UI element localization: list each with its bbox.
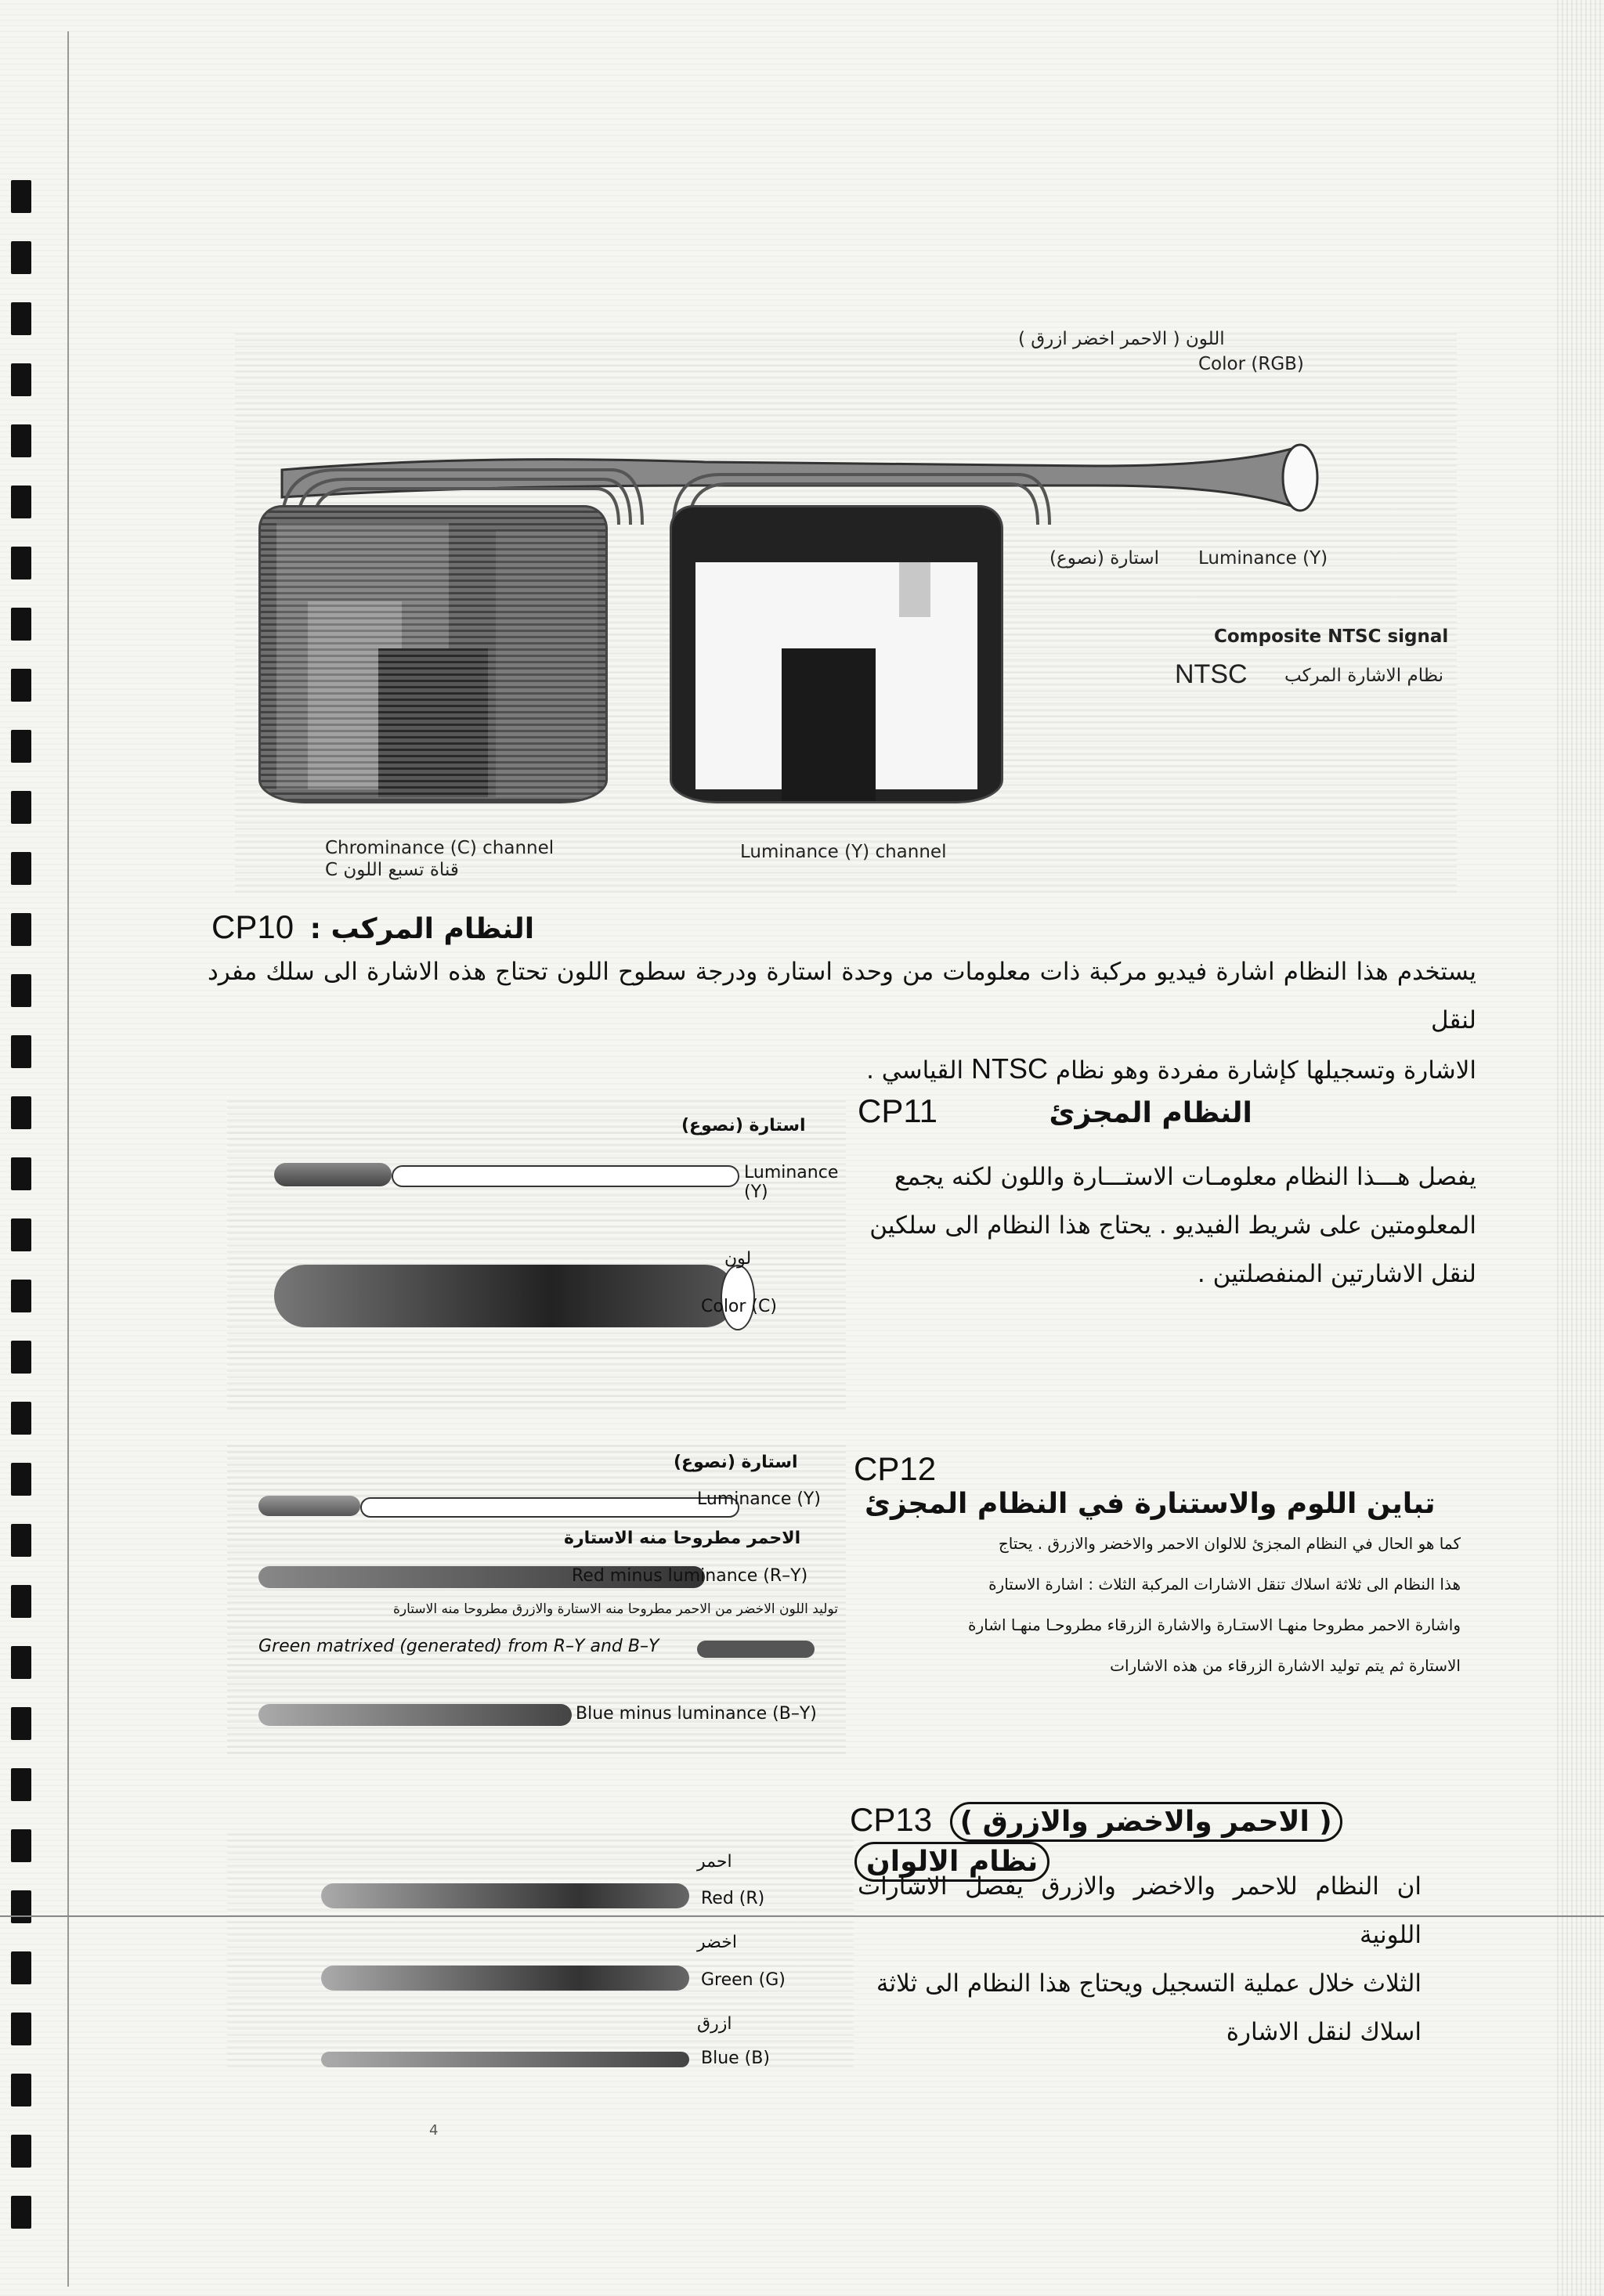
binding-hole [11, 1524, 31, 1557]
cp11-paragraph [858, 1153, 1476, 1298]
cp13-title-a: نظام الالوان [854, 1842, 1049, 1882]
cp11-halftone [227, 1096, 846, 1410]
cp11-lum-label-en: Luminance (Y) [744, 1163, 839, 1202]
page-mark: 4 [429, 2122, 439, 2139]
binding-hole [11, 1035, 31, 1068]
cp13-blue-label-en: Blue (B) [701, 2049, 770, 2068]
cp12-lum-cable-dark [258, 1496, 360, 1516]
luminance-label-ar: استارة (نصوع) [1049, 548, 1159, 569]
cp12-heading [854, 1450, 1472, 1520]
cp13-green-cable [321, 1966, 689, 1991]
cp13-green-label-en: Green (G) [701, 1970, 786, 1990]
cp11-heading [858, 1092, 1453, 1130]
binding-hole [11, 2196, 31, 2229]
color-cable [274, 1265, 736, 1327]
chroma-scanlines [261, 507, 605, 801]
cp10-paragraph [208, 948, 1476, 1095]
luminance-label-en: Luminance (Y) [1198, 548, 1328, 569]
cp12-red-label-ar: الاحمر مطروحا منه الاستارة [564, 1529, 801, 1548]
cp13-halftone [227, 1832, 854, 2067]
cp11-color-label-en: Color (C) [701, 1297, 777, 1316]
binding-hole [11, 1646, 31, 1679]
cp11-code: CP11 [858, 1092, 937, 1129]
cp10-line-2b: القياسي . [866, 1056, 964, 1085]
lum-channel-label-en: Luminance (Y) channel [740, 842, 947, 862]
color-rgb-label-en: Color (RGB) [1198, 354, 1304, 374]
cp12-green-cable [697, 1641, 815, 1658]
binding-hole [11, 1463, 31, 1496]
cp13-red-label-en: Red (R) [701, 1889, 765, 1908]
binding-hole [11, 241, 31, 274]
cp12-blue-label-en: Blue minus luminance (B–Y) [576, 1704, 817, 1724]
cp11-figure [227, 1096, 846, 1410]
cp13-line-2: الثلاث خلال عملية التسجيل ويحتاج هذا النظام الى ثلاثة [876, 1969, 1422, 1998]
cp13-paragraph [858, 1862, 1422, 2056]
cp10-line-1: يستخدم هذا النظام اشارة فيديو مركبة ذات معلومات من وحدة استارة ودرجة سطوح اللون تحتاج هذه الاشارة الى سلك مفرد لنقل [208, 958, 1476, 1034]
cp13-code: CP13 [850, 1801, 933, 1838]
binding-hole [11, 730, 31, 763]
cp12-green-label-en: Green matrixed (generated) from R–Y and B–Y [258, 1637, 659, 1656]
binding-hole [11, 1890, 31, 1923]
binding-hole [11, 363, 31, 396]
cp13-title-b: ( الاحمر والاخضر والازرق ) [950, 1802, 1342, 1842]
lum-grey-block [899, 562, 930, 617]
binding-hole [11, 1341, 31, 1374]
cp11-lum-label-ar: استارة (نصوع) [681, 1116, 806, 1135]
binding-hole [11, 180, 31, 213]
color-rgb-label-ar: اللون ( الاحمر اخضر ازرق ) [1018, 329, 1225, 349]
chroma-channel-label-ar: قناة تسبع اللون C [325, 860, 459, 880]
cp12-green-label-ar: توليد اللون الاخضر من الاحمر مطروحا منه الاستارة والازرق مطروحا منه الاستارة [393, 1601, 838, 1617]
cp13-green-label-ar: اخضر [697, 1933, 737, 1952]
binding-hole [11, 1096, 31, 1129]
binding-hole [11, 1768, 31, 1801]
cp11-line-1: يفصل هـــذا النظام معلومـات الاستـــارة واللون لكنه يجمع [894, 1163, 1476, 1191]
cp12-lum-cable-white [360, 1497, 739, 1518]
cp10-heading [211, 908, 681, 946]
binding-hole [11, 1280, 31, 1312]
composite-label-code: NTSC [1175, 659, 1248, 689]
binding-hole [11, 608, 31, 641]
cp13-figure [227, 1832, 854, 2067]
cp10-code: CP10 [211, 908, 294, 945]
cp11-color-label-ar: لون [724, 1249, 752, 1269]
luminance-screen [670, 505, 1003, 803]
cp13-line-1: ان النظام للاحمر والاخضر والازرق يفصل الاشارات اللونية [858, 1872, 1422, 1949]
cp12-line-4: الاستارة ثم يتم توليد الاشارة الزرقاء من هذه الاشارات [1110, 1656, 1461, 1675]
cp12-red-label-en: Red minus luminance (R–Y) [572, 1566, 808, 1586]
cp13-red-cable [321, 1883, 689, 1908]
cp13-blue-cable [321, 2052, 689, 2067]
binding-margin [0, 0, 70, 2296]
binding-hole [11, 1402, 31, 1435]
cp12-lum-label-ar: استارة (نصوع) [674, 1453, 798, 1472]
cp11-title: النظام المجزئ [1049, 1097, 1252, 1129]
binding-hole [11, 547, 31, 579]
binding-hole [11, 2135, 31, 2168]
chrominance-screen [258, 505, 608, 803]
cp12-title: تباين اللوم والاستنارة في النظام المجزئ [865, 1488, 1436, 1520]
binding-hole [11, 791, 31, 824]
cp12-line-3: واشارة الاحمر مطروحا منهـا الاستـارة والاشارة الزرقاء مطروحـا منهـا اشارة [968, 1616, 1461, 1634]
cp12-code: CP12 [854, 1450, 937, 1487]
cp10-title: النظام المركب : [309, 913, 535, 945]
binding-hole [11, 852, 31, 885]
cp12-blue-cable [258, 1704, 572, 1726]
cp11-line-2: المعلومتين على شريط الفيديو . يحتاج هذا النظام الى سلكين [869, 1211, 1476, 1240]
cp10-line-2 [208, 1045, 1476, 1095]
binding-hole [11, 2074, 31, 2106]
binding-hole [11, 486, 31, 518]
page-right-edge [1557, 0, 1604, 2296]
composite-label-ar: نظام الاشارة المركب [1284, 666, 1444, 686]
binding-hole [11, 669, 31, 702]
binding-hole [11, 1157, 31, 1190]
composite-label-en: Composite NTSC signal [1214, 626, 1449, 647]
binding-hole [11, 974, 31, 1007]
binding-hole [11, 1585, 31, 1618]
lum-door-block [782, 648, 876, 801]
cp12-line-1: كما هو الحال في النظام المجزئ للالوان الاحمر والاخضر والازرق . يحتاج [998, 1534, 1461, 1553]
cp10-ntsc: NTSC [971, 1052, 1049, 1085]
cp12-paragraph [858, 1523, 1461, 1686]
cp13-blue-label-ar: ازرق [697, 2014, 732, 2034]
cp12-figure [227, 1441, 846, 1754]
cp10-line-2a: الاشارة وتسجيلها كإشارة مفردة وهو نظام [1055, 1056, 1476, 1085]
cp13-red-label-ar: احمر [697, 1852, 732, 1872]
cp12-lum-label-en: Luminance (Y) [697, 1489, 821, 1509]
chroma-channel-label-en: Chrominance (C) channel [325, 838, 555, 858]
binding-hole [11, 1829, 31, 1862]
binding-hole [11, 302, 31, 335]
lum-cable-white [392, 1165, 739, 1187]
lum-cable-dark [274, 1163, 392, 1186]
cp12-line-2: هذا النظام الى ثلاثة اسلاك تنقل الاشارات المركبة الثلاث : اشارة الاستارة [988, 1575, 1461, 1594]
binding-hole [11, 1218, 31, 1251]
binding-hole [11, 913, 31, 946]
cp13-line-3: اسلاك لنقل الاشارة [1226, 2018, 1422, 2046]
binding-hole [11, 1951, 31, 1984]
binding-line [67, 31, 69, 2287]
cp11-line-3: لنقل الاشارتين المنفصلتين . [1197, 1260, 1476, 1288]
binding-hole [11, 2013, 31, 2045]
binding-hole [11, 424, 31, 457]
binding-hole [11, 1707, 31, 1740]
cp10-figure [235, 329, 1457, 893]
